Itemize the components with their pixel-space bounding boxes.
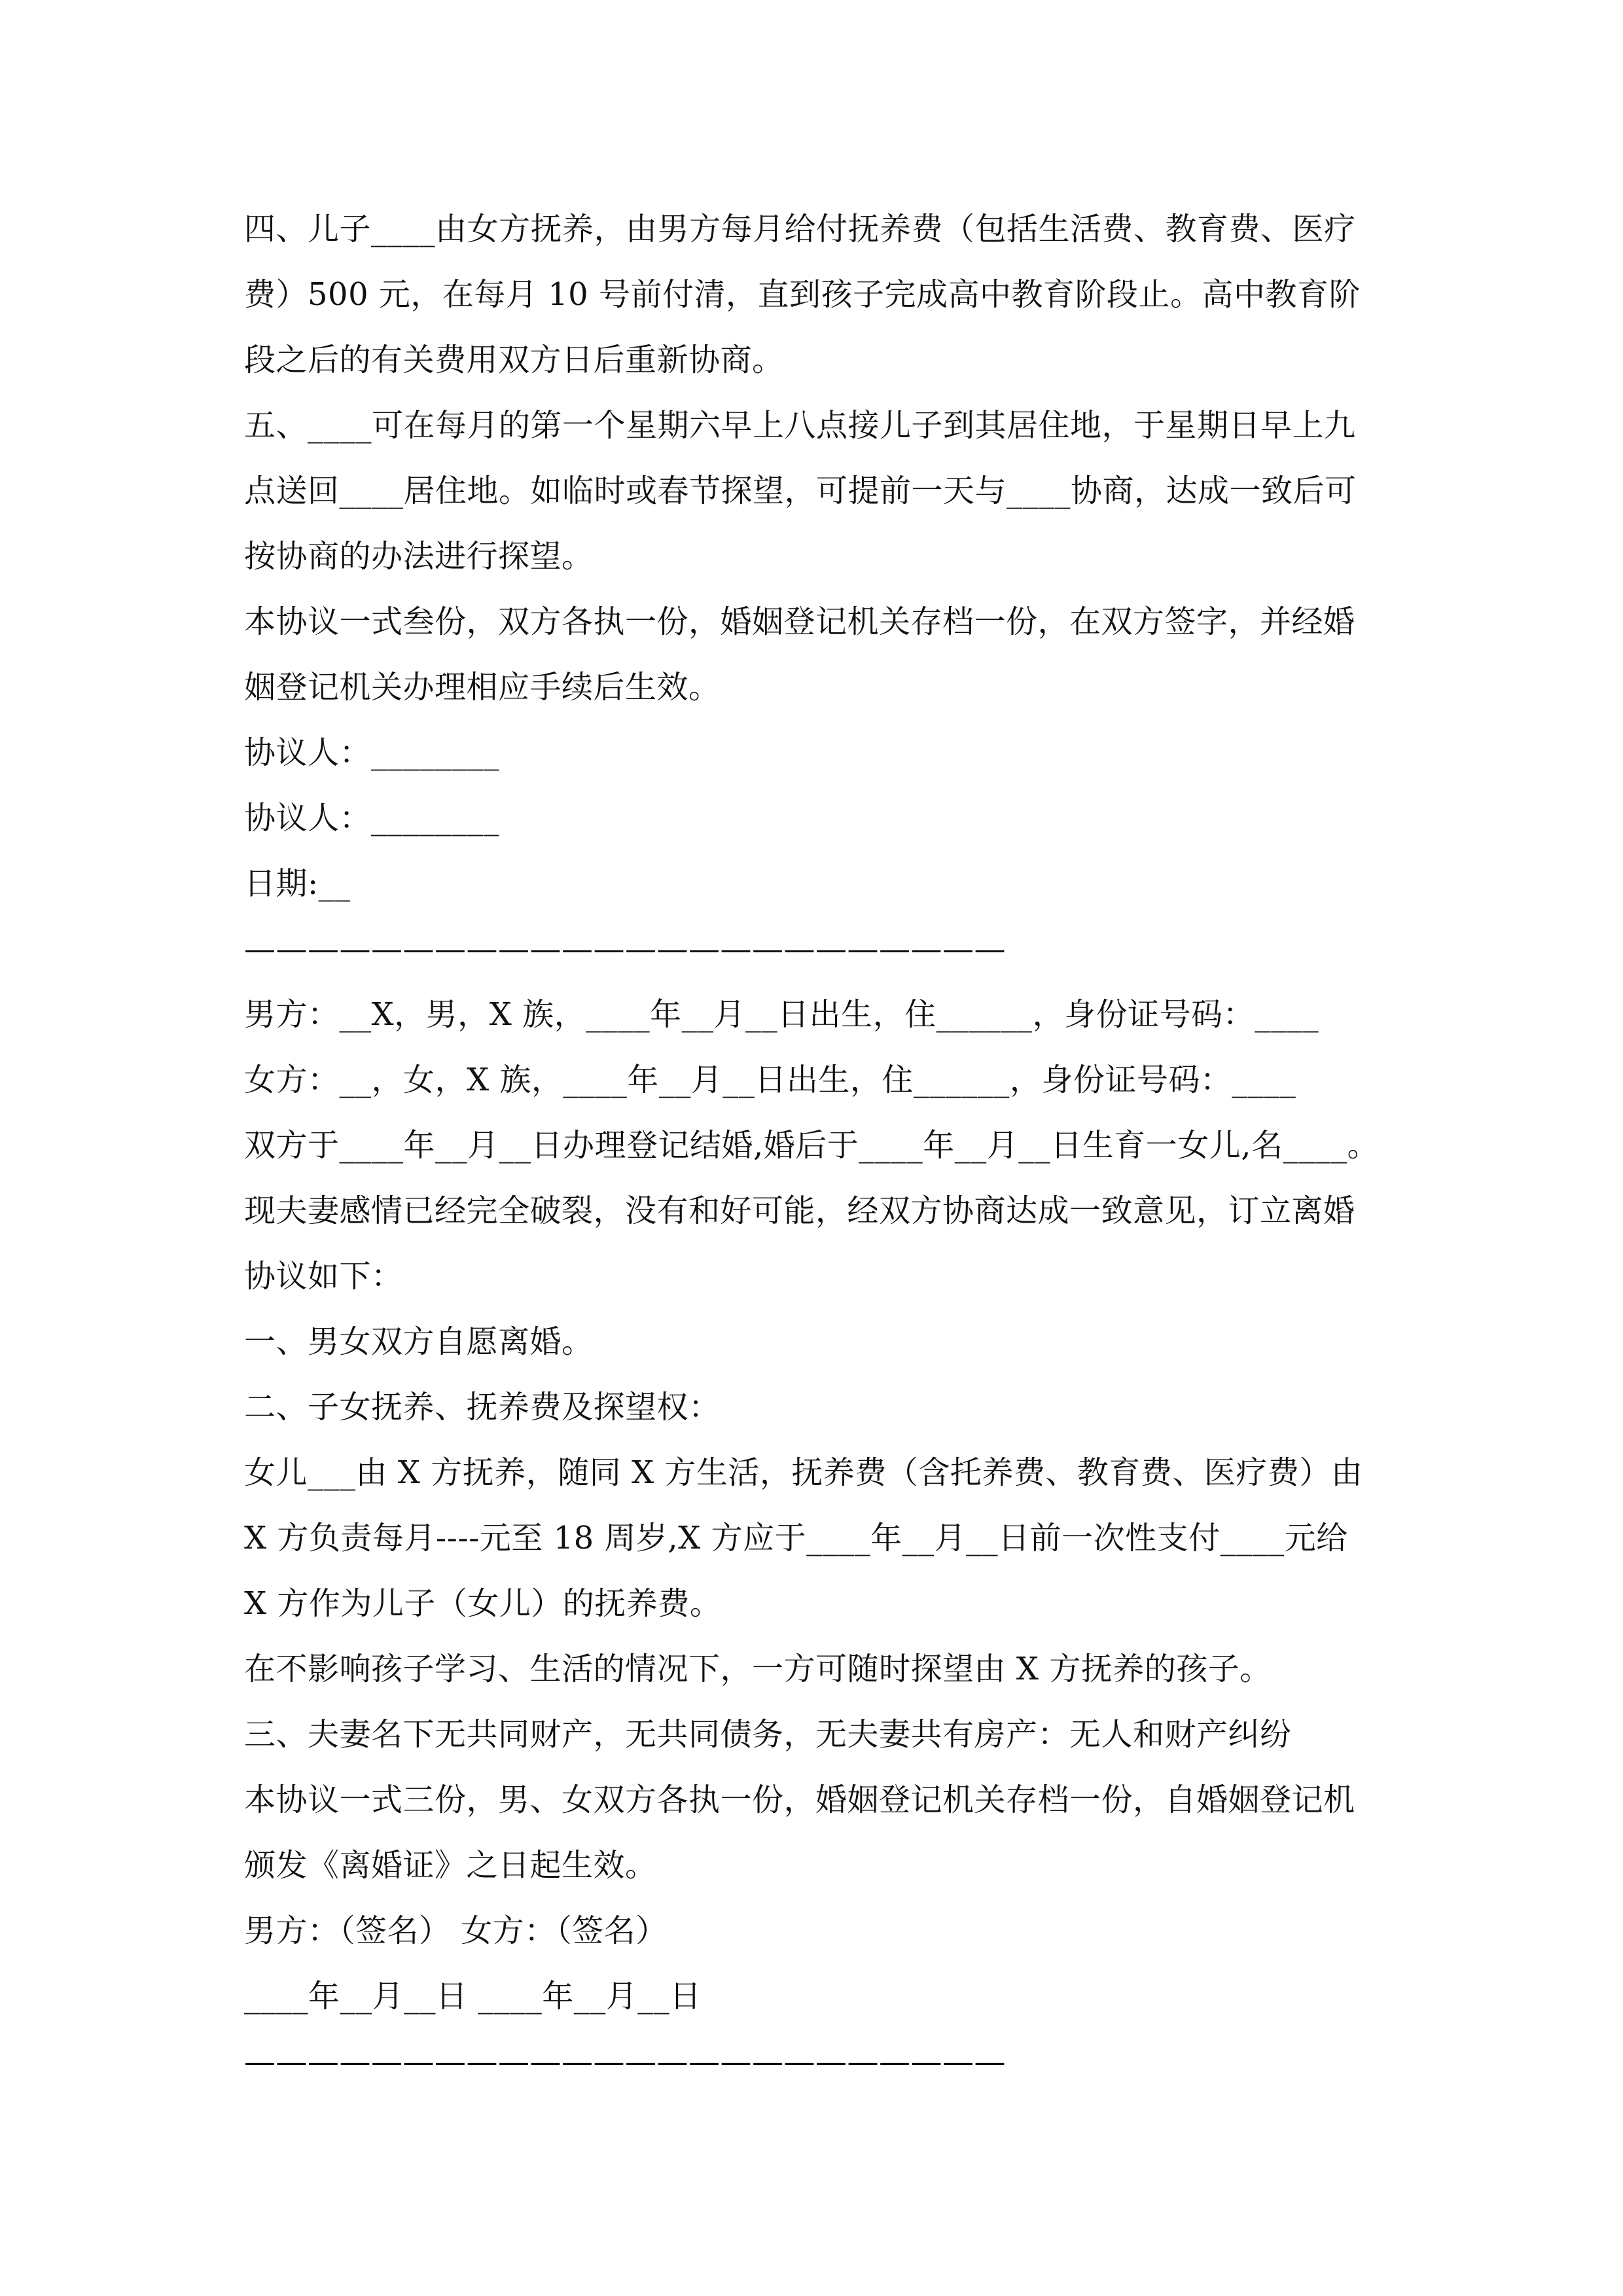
section-divider: ———————————————————————— <box>244 931 1006 967</box>
article-1: 一、男女双方自愿离婚。 <box>244 1323 594 1360</box>
clause-4-line-3: 段之后的有关费用双方日后重新协商。 <box>244 342 784 378</box>
clause-4-line-1: 四、儿子____由女方抚养，由男方每月给付抚养费（包括生活费、教育费、医疗 <box>244 211 1356 247</box>
document-body <box>244 196 1396 2094</box>
marriage-info: 双方于____年__月__日办理登记结婚,婚后于____年__月__日生育一女儿,名____。 <box>244 1127 1380 1164</box>
article-2-line-1: 女儿___由 X 方抚养，随同 X 方生活，抚养费（含托养费、教育费、医疗费）由 <box>244 1454 1363 1491</box>
statement-line-2: 协议如下： <box>244 1258 403 1295</box>
clause-5-line-3: 按协商的办法进行探望。 <box>244 538 594 575</box>
signatory-2: 协议人：________ <box>244 800 500 836</box>
clause-5-line-2: 点送回____居住地。如临时或春节探望，可提前一天与____协商，达成一致后可 <box>244 473 1357 509</box>
female-party-info: 女方：__，女，X 族，____年__月__日出生，住______，身份证号码：____ <box>244 1062 1296 1098</box>
visitation-clause: 在不影响孩子学习、生活的情况下，一方可随时探望由 X 方抚养的孩子。 <box>244 1651 1272 1687</box>
copies-clause-line-2: 颁发《离婚证》之日起生效。 <box>244 1847 657 1884</box>
article-3: 三、夫妻名下无共同财产，无共同债务，无夫妻共有房产：无人和财产纠纷 <box>244 1716 1292 1753</box>
end-divider: ———————————————————————— <box>244 2043 1006 2080</box>
effect-clause-line-1: 本协议一式叁份，双方各执一份，婚姻登记机关存档一份，在双方签字，并经婚 <box>244 603 1355 640</box>
date-field: 日期:__ <box>244 865 351 902</box>
clause-4-line-2: 费）500 元，在每月 10 号前付清，直到孩子完成高中教育阶段止。高中教育阶 <box>244 276 1361 313</box>
signatory-1: 协议人：________ <box>244 734 500 771</box>
clause-5-line-1: 五、____可在每月的第一个星期六早上八点接儿子到其居住地，于星期日早上九 <box>244 407 1356 444</box>
copies-clause-line-1: 本协议一式三份，男、女双方各执一份，婚姻登记机关存档一份，自婚姻登记机 <box>244 1782 1355 1818</box>
article-2-heading: 二、子女抚养、抚养费及探望权： <box>244 1389 721 1426</box>
signature-line: 男方：（签名） 女方：（签名） <box>244 1912 668 1949</box>
effect-clause-line-2: 姻登记机关办理相应手续后生效。 <box>244 669 721 706</box>
article-2-line-3: X 方作为儿子（女儿）的抚养费。 <box>244 1585 722 1622</box>
male-party-info: 男方：__X，男，X 族，____年__月__日出生，住______，身份证号码：____ <box>244 996 1319 1033</box>
signature-date-line: ____年__月__日 ____年__月__日 <box>244 1978 702 2015</box>
article-2-line-2: X 方负责每月----元至 18 周岁,X 方应于____年__月__日前一次性支付____元给 <box>244 1520 1348 1556</box>
statement-line-1: 现夫妻感情已经完全破裂，没有和好可能，经双方协商达成一致意见，订立离婚 <box>244 1193 1355 1229</box>
